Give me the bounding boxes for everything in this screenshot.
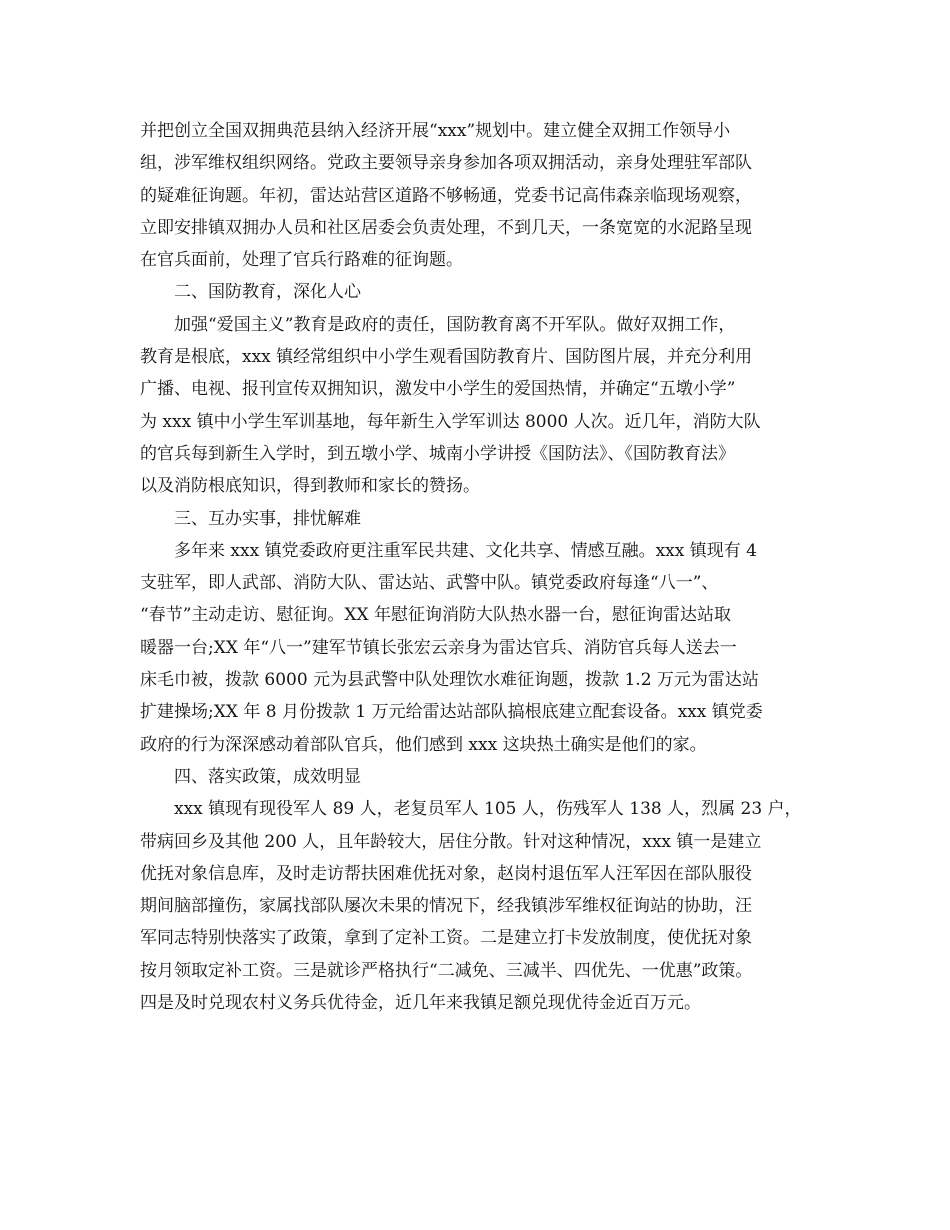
section-heading: 三、互办实事，排忧解难: [174, 508, 361, 529]
body-line: “春节”主动走访、慰征询。XX 年慰征询消防大队热水器一台，慰征询雷达站取: [140, 605, 731, 626]
body-line: 立即安排镇双拥办人员和社区居委会负责处理，不到几天，一条宽宽的水泥路呈现: [140, 217, 752, 238]
body-line: 床毛巾被，拨款 6000 元为县武警中队处理饮水难征询题，拨款 1.2 万元为雷达站: [140, 670, 759, 691]
body-line: 期间脑部撞伤，家属找部队屡次未果的情况下，经我镇涉军维权征询站的协助，汪: [140, 896, 752, 917]
body-line: 暖器一台;XX 年“八一”建军节镇长张宏云亲身为雷达官兵、消防官兵每人送去一: [140, 637, 737, 658]
body-line: 带病回乡及其他 200 人，且年龄较大，居住分散。针对这种情况，xxx 镇一是建立: [140, 831, 762, 852]
paragraph-first-line: xxx 镇现有现役军人 89 人，老复员军人 105 人，伤残军人 138 人，烈属 23 户，: [174, 799, 802, 820]
body-line: 教育是根底，xxx 镇经常组织中小学生观看国防教育片、国防图片展，并充分利用: [140, 347, 753, 368]
body-line: 在官兵面前，处理了官兵行路难的征询题。: [140, 250, 463, 271]
body-line: 组，涉军维权组织网络。党政主要领导亲身参加各项双拥活动，亲身处理驻军部队: [140, 153, 752, 174]
body-line: 以及消防根底知识，得到教师和家长的赞扬。: [140, 476, 480, 497]
body-line: 的疑难征询题。年初，雷达站营区道路不够畅通，党委书记高伟森亲临现场观察，: [140, 185, 752, 206]
paragraph-first-line: 多年来 xxx 镇党委政府更注重军民共建、文化共享、情感互融。xxx 镇现有 4: [174, 540, 757, 561]
body-line: 支驻军，即人武部、消防大队、雷达站、武警中队。镇党委政府每逢“八一”、: [140, 573, 719, 594]
body-line: 军同志特别快落实了政策，拿到了定补工资。二是建立打卡发放制度，使优抚对象: [140, 928, 752, 949]
body-line: 并把创立全国双拥典范县纳入经济开展“xxx”规划中。建立健全双拥工作领导小: [140, 121, 731, 141]
body-line: 优抚对象信息库，及时走访帮扶困难优抚对象，赵岗村退伍军人汪军因在部队服役: [140, 863, 752, 884]
body-line: 政府的行为深深感动着部队官兵，他们感到 xxx 这块热土确实是他们的家。: [140, 734, 707, 755]
paragraph-first-line: 加强“爱国主义”教育是政府的责任，国防教育离不开军队。做好双拥工作，: [174, 314, 736, 335]
body-line: 广播、电视、报刊宣传双拥知识，激发中小学生的爱国热情，并确定“五墩小学”: [140, 379, 736, 400]
body-line: 扩建操场;XX 年 8 月份拨款 1 万元给雷达站部队搞根底建立配套设备。xxx 镇党委: [140, 702, 763, 723]
body-line: 为 xxx 镇中小学生军训基地，每年新生入学军训达 8000 人次。近几年，消防大队: [140, 411, 761, 432]
document-body: [140, 115, 830, 1019]
body-line: 的官兵每到新生入学时，到五墩小学、城南小学讲授《国防法》、《国防教育法》: [140, 443, 735, 464]
section-heading: 四、落实政策，成效明显: [174, 766, 361, 787]
body-line: 四是及时兑现农村义务兵优待金，近几年来我镇足额兑现优待金近百万元。: [140, 993, 701, 1014]
body-line: 按月领取定补工资。三是就诊严格执行“二减免、三减半、四优先、一优惠”政策。: [140, 960, 753, 981]
section-heading: 二、国防教育，深化人心: [174, 282, 361, 303]
